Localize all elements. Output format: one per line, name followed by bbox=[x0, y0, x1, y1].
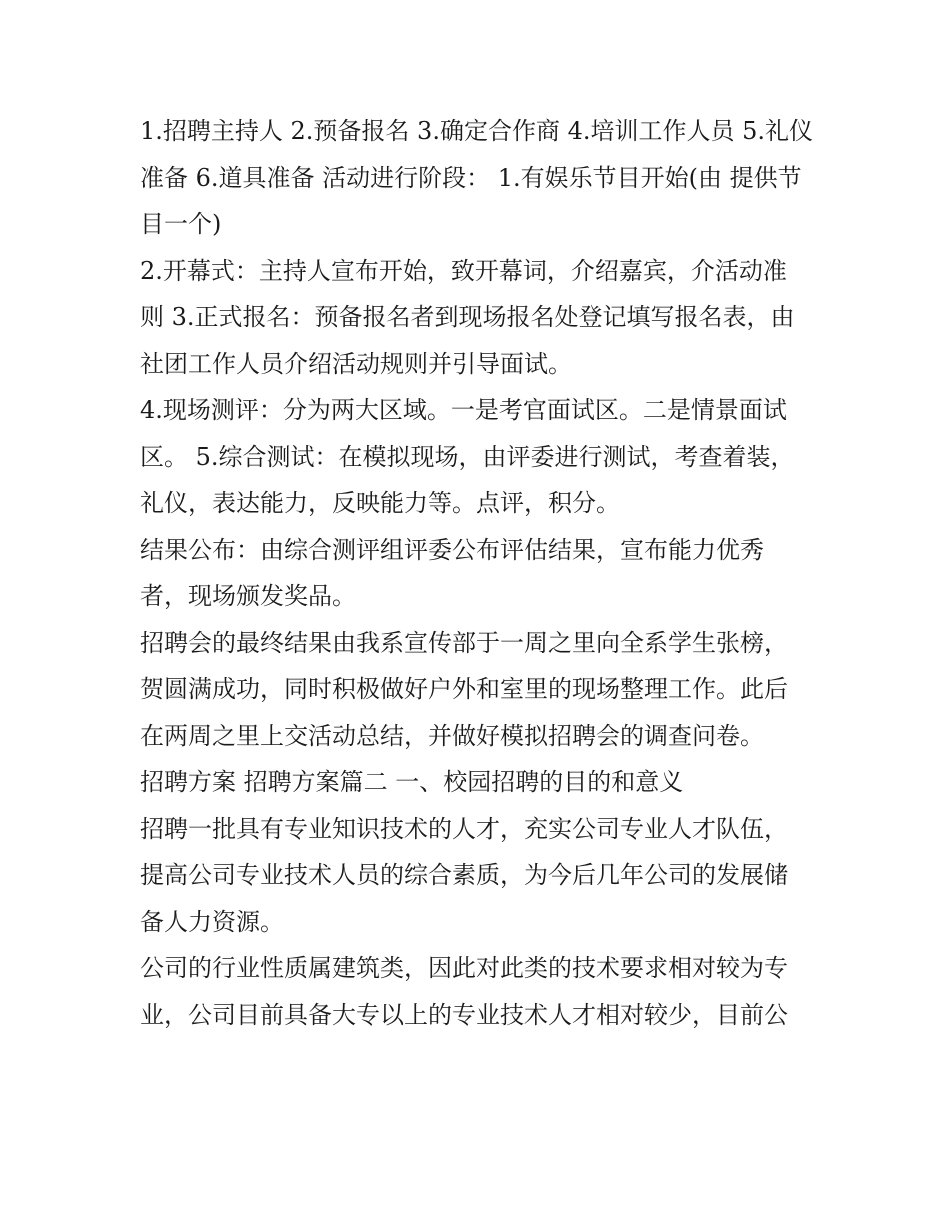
text-line: 区。 5.综合测试：在模拟现场，由评委进行测试，考查着装， bbox=[140, 442, 795, 471]
text-line: 招聘会的最终结果由我系宣传部于一周之里向全系学生张榜， bbox=[140, 628, 788, 657]
paragraph-on-site-evaluation bbox=[140, 387, 812, 527]
paragraph-results-announcement bbox=[140, 527, 812, 620]
text-line: 公司的行业性质属建筑类，因此对此类的技术要求相对较为专 bbox=[140, 954, 788, 982]
text-line: 准备 6.道具准备 活动进行阶段： 1.有娱乐节目开始(由 提供节 bbox=[140, 163, 802, 192]
text-line: 提高公司专业技术人员的综合素质，为今后几年公司的发展储 bbox=[140, 861, 788, 889]
paragraph-final-results bbox=[140, 620, 812, 760]
text-line: 备人力资源。 bbox=[140, 907, 284, 936]
text-line: 招聘一批具有专业知识技术的人才，充实公司专业人才队伍， bbox=[140, 814, 788, 843]
text-line: 结果公布：由综合测评组评委公布评估结果，宣布能力优秀 bbox=[140, 535, 764, 564]
text-line: 则 3.正式报名：预备报名者到现场报名处登记填写报名表，由 bbox=[140, 303, 795, 331]
text-line: 贺圆满成功，同时积极做好户外和室里的现场整理工作。此后 bbox=[140, 675, 788, 703]
paragraph-preparation-steps bbox=[140, 108, 812, 248]
heading-line: 招聘方案 招聘方案篇二 一、校园招聘的目的和意义 bbox=[140, 768, 684, 796]
text-line: 礼仪，表达能力，反映能力等。点评，积分。 bbox=[140, 489, 620, 517]
text-line: 目一个) bbox=[140, 210, 222, 238]
text-line: 4.现场测评：分为两大区域。一是考官面试区。二是情景面试 bbox=[140, 396, 787, 424]
section-heading bbox=[140, 759, 812, 806]
text-line: 业，公司目前具备大专以上的专业技术人才相对较少，目前公 bbox=[140, 1000, 788, 1029]
paragraph-opening-ceremony bbox=[140, 248, 812, 388]
document-body bbox=[140, 108, 812, 1038]
text-line: 1.招聘主持人 2.预备报名 3.确定合作商 4.培训工作人员 5.礼仪 bbox=[140, 117, 814, 145]
text-line: 社团工作人员介绍活动规则并引导面试。 bbox=[140, 349, 572, 378]
text-line: 者，现场颁发奖品。 bbox=[140, 582, 356, 610]
text-line: 2.开幕式：主持人宣布开始，致开幕词，介绍嘉宾，介活动准 bbox=[140, 256, 787, 285]
paragraph-recruitment-purpose bbox=[140, 806, 812, 946]
paragraph-company-industry bbox=[140, 945, 812, 1038]
text-line: 在两周之里上交活动总结，并做好模拟招聘会的调查问卷。 bbox=[140, 721, 764, 750]
